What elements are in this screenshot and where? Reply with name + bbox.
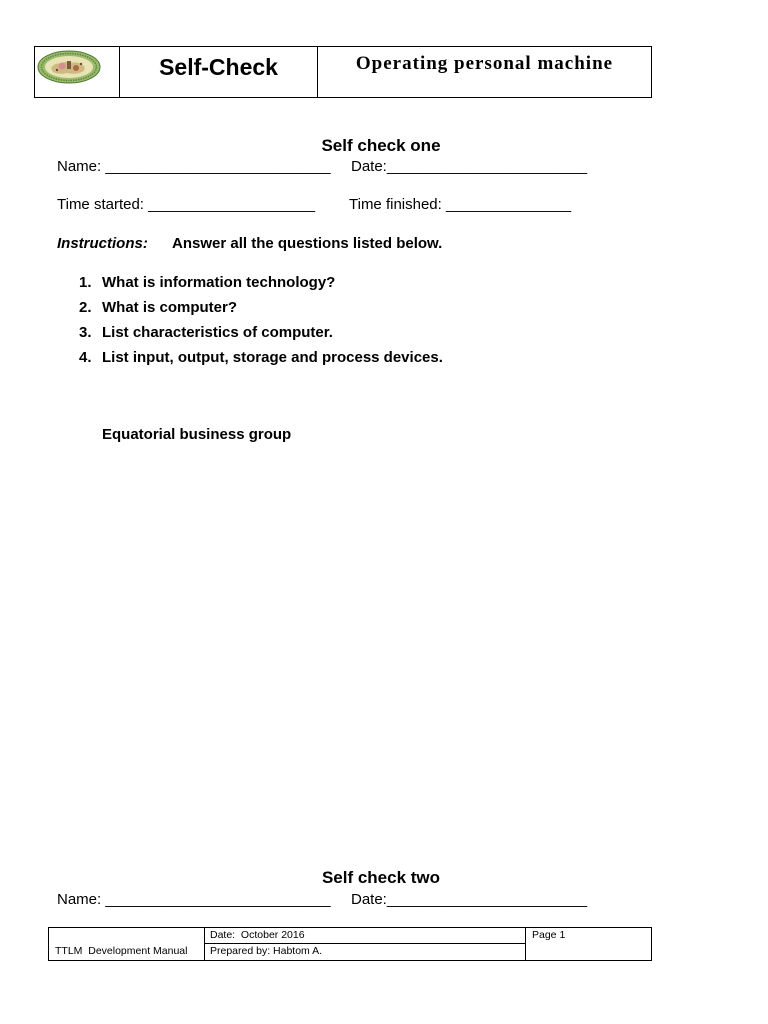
subtitle-cell — [318, 47, 651, 97]
module-title: Operating personal machine — [355, 53, 614, 74]
time-finished-field: Time finished: _______________ — [349, 196, 572, 213]
question-text: What is information technology? — [102, 274, 336, 291]
footer-table — [48, 927, 652, 961]
time-started-field: Time started: ____________________ — [57, 196, 315, 213]
question-number: 3. — [79, 324, 92, 341]
logo-center-figure — [67, 61, 71, 69]
date-field: Date:________________________ — [351, 891, 588, 908]
logo-cell — [35, 47, 120, 97]
self-check-one-heading: Self check one — [321, 136, 441, 155]
logo-brown-figure — [73, 65, 79, 71]
group-note: Equatorial business group — [102, 426, 292, 443]
title-cell — [120, 47, 318, 97]
footer-info-cell — [205, 928, 526, 960]
header-table — [34, 46, 652, 98]
question-text: List characteristics of computer. — [102, 324, 333, 341]
question-number: 4. — [79, 349, 92, 366]
page-title: Self-Check — [159, 54, 278, 80]
logo-dot — [56, 69, 58, 71]
footer-manual-title: TTLM Development Manual — [55, 945, 188, 957]
instructions-text: Answer all the questions listed below. — [172, 235, 443, 252]
date-field: Date:________________________ — [351, 158, 588, 175]
instructions-label: Instructions: — [57, 235, 148, 252]
logo-dot — [80, 63, 82, 65]
footer-page-number: Page 1 — [532, 929, 566, 941]
emblem-logo — [37, 50, 101, 84]
question-text: List input, output, storage and process devices. — [102, 349, 443, 366]
self-check-two-heading: Self check two — [321, 868, 441, 887]
footer-manual-cell — [49, 928, 205, 960]
name-field: Name: ___________________________ — [57, 158, 331, 175]
footer-prepared-by: Prepared by: Habtom A. — [210, 945, 323, 957]
question-text: What is computer? — [102, 299, 238, 316]
question-number: 1. — [79, 274, 92, 291]
question-number: 2. — [79, 299, 92, 316]
logo-pink-figure — [59, 63, 66, 70]
name-field: Name: ___________________________ — [57, 891, 331, 908]
footer-date: Date: October 2016 — [205, 928, 525, 944]
